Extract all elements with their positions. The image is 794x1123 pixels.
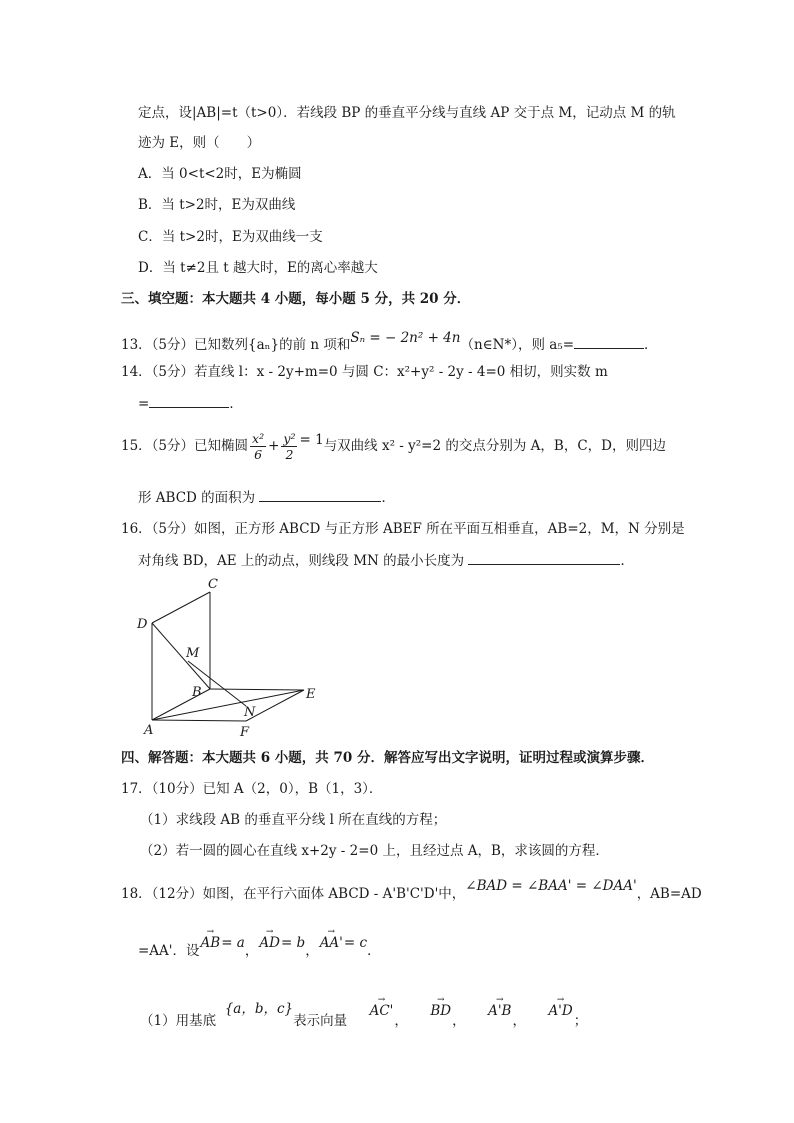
q14-end: ． xyxy=(229,396,243,412)
q18-line1 xyxy=(121,878,702,904)
q18-sep-3: ， xyxy=(394,1013,408,1029)
vector-a-prime-d: → A'D xyxy=(548,990,572,1026)
label-d: D xyxy=(137,617,148,632)
q18-dot: ． xyxy=(367,943,381,959)
q18-part1-pre: （1）用基底 xyxy=(140,1013,217,1029)
vector-aa-eq: = c xyxy=(343,935,368,951)
q16-line2-text: 对角线 BD，AE 上的动点，则线段 MN 的最小长度为 xyxy=(138,553,465,569)
label-b: B xyxy=(192,685,202,700)
q15-line2-text: 形 ABCD 的面积为 xyxy=(138,490,256,506)
q16-answer-blank[interactable] xyxy=(468,550,620,565)
q16-line1: 16．（5分）如图，正方形 ABCD 与正方形 ABEF 所在平面互相垂直，AB=2，M，N 分别是 xyxy=(121,521,685,537)
q15-line1 xyxy=(121,428,666,464)
label-f: F xyxy=(240,725,250,740)
q15-pre: 15．（5分）已知椭圆 xyxy=(121,438,249,454)
q18-line2-pre: =AA'．设 xyxy=(138,943,200,959)
q15-plus: + xyxy=(268,438,280,454)
q13-pre: 13．（5分）已知数列{aₙ}的前 n 项和 xyxy=(121,337,351,353)
q18-part1-mid: 表示向量 xyxy=(293,1013,348,1029)
vector-ad: → AD xyxy=(259,924,280,956)
q14-line2 xyxy=(138,393,243,414)
q16-end: ． xyxy=(620,553,634,569)
edge-db xyxy=(152,623,210,689)
q12-option-a: A．当 0<t<2时，E为椭圆 xyxy=(138,166,302,182)
q12-line1: 定点，设|AB|=t（t>0）．若线段 BP 的垂直平分线与直线 AP 交于点 M，记动点 M 的轨 xyxy=(138,105,676,121)
q18-basis: {a，b，c} xyxy=(224,1001,294,1017)
q18-sep-4: ， xyxy=(452,1013,466,1029)
label-a: A xyxy=(144,723,154,738)
q14-answer-blank[interactable] xyxy=(149,393,229,408)
q17-line1: 17．（10分）已知 A（2，0），B（1，3）． xyxy=(121,781,383,797)
q13-line xyxy=(121,330,658,355)
q15-post: 与双曲线 x² - y²=2 的交点分别为 A，B，C，D，则四边 xyxy=(323,438,666,454)
label-e: E xyxy=(306,687,316,702)
q17-part1: （1）求线段 AB 的垂直平分线 l 所在直线的方程； xyxy=(140,812,447,828)
edge-dc xyxy=(152,592,210,623)
vector-ac-prime: → AC' xyxy=(370,990,394,1026)
label-m: M xyxy=(186,646,200,661)
q14-line1: 14．（5分）若直线 l：x - 2y+m=0 与圆 C：x²+y² - 2y - 4=0 相切，则实数 m xyxy=(121,364,608,380)
q18-line1-pre: 18．（12分）如图，在平行六面体 ABCD - A'B'C'D'中， xyxy=(121,886,466,902)
edge-ae xyxy=(152,690,304,720)
q16-line2 xyxy=(138,550,634,571)
q12-line2: 迹为 E，则（ ） xyxy=(138,135,261,151)
q12-option-d: D．当 t≠2且 t 越大时，E的离心率越大 xyxy=(138,260,378,276)
vector-ab-eq: = a xyxy=(221,935,245,951)
q18-line1-post: ，AB=AD xyxy=(636,886,702,902)
q18-angles: ∠BAD = ∠BAA' = ∠DAA' xyxy=(465,878,637,894)
label-n: N xyxy=(244,705,256,720)
q13-formula: Sₙ = − 2n² + 4n xyxy=(350,330,461,346)
q18-part1-end: ； xyxy=(573,1013,588,1029)
q18-sep-2: ， xyxy=(305,943,319,959)
edge-af xyxy=(152,720,246,721)
q13-post: （n∈N*），则 a₅= xyxy=(460,337,575,353)
q12-option-c: C．当 t>2时，E为双曲线一支 xyxy=(138,229,323,245)
q13-end: ． xyxy=(644,337,658,353)
q15-end: ． xyxy=(381,490,395,506)
label-c: C xyxy=(208,577,218,592)
section3-heading: 三、填空题：本大题共 4 小题，每小题 5 分，共 20 分． xyxy=(121,291,471,307)
vector-aa: → AA' xyxy=(320,924,343,956)
q15-frac-x: $\frac{\text{x²}}{6}$ xyxy=(252,431,265,462)
q18-sep-5: ， xyxy=(512,1013,526,1029)
q14-line2-pre: = xyxy=(138,396,150,412)
vector-ab: → AB xyxy=(201,924,221,956)
q12-option-b: B．当 t>2时，E为双曲线 xyxy=(138,197,296,213)
q15-eq: = 1 xyxy=(299,432,324,448)
q17-part2: （2）若一圆的圆心在直线 x+2y - 2=0 上，且经过点 A，B，求该圆的方程． xyxy=(140,843,609,859)
section4-heading: 四、解答题：本大题共 6 小题，共 70 分．解答应写出文字说明，证明过程或演算步骤． xyxy=(121,750,654,766)
vector-a-prime-b: → A'B xyxy=(488,990,511,1026)
vector-bd: → BD xyxy=(430,990,451,1026)
q15-line2 xyxy=(138,487,395,508)
q15-frac-y: $\frac{\text{y²}}{2}$ xyxy=(283,431,296,462)
q13-answer-blank[interactable] xyxy=(574,334,644,349)
q15-answer-blank[interactable] xyxy=(259,487,381,502)
vector-ad-eq: = b xyxy=(280,935,306,951)
q18-sep-1: ， xyxy=(244,943,259,959)
q18-part1 xyxy=(140,1000,587,1036)
q16-figure xyxy=(130,570,330,740)
q18-line2 xyxy=(138,932,381,964)
